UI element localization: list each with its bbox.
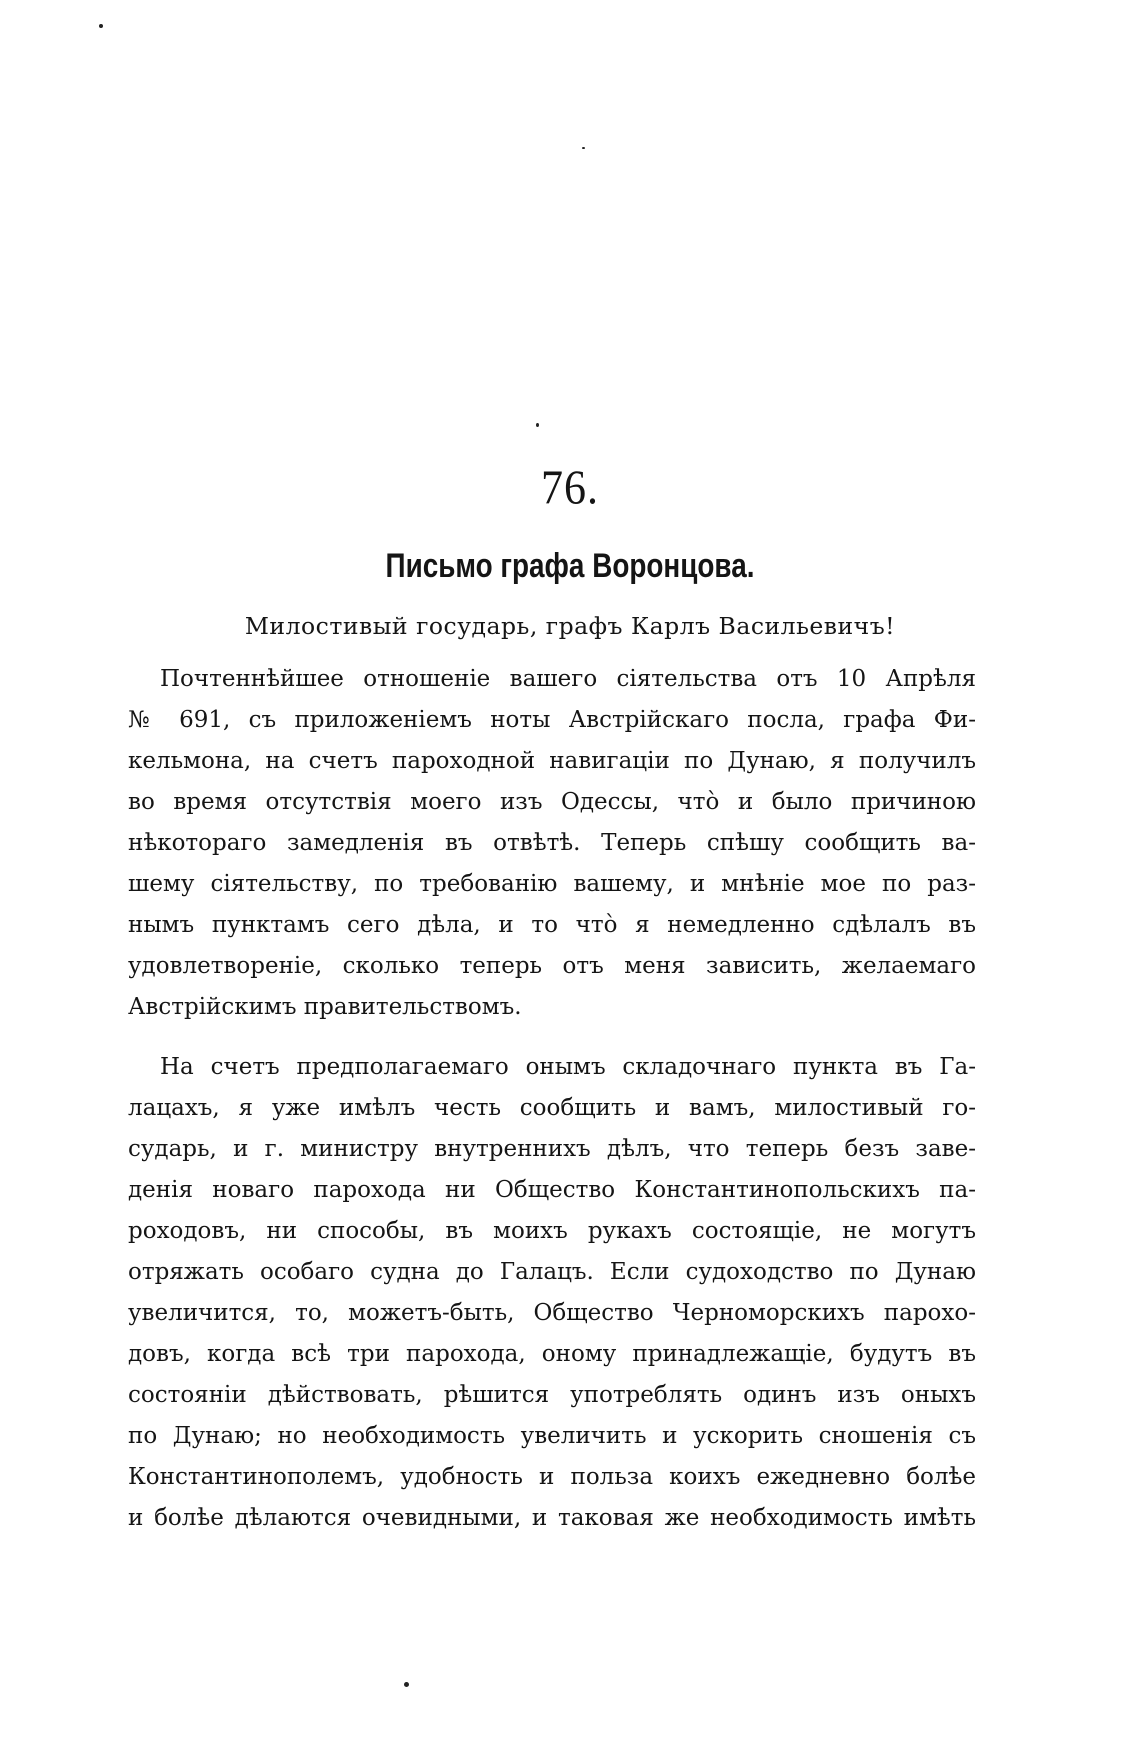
text-line: денія новаго парохода ни Общество Константинопольскихъ па- (128, 1177, 976, 1203)
text-line: Константинополемъ, удобность и польза коихъ ежедневно болѣе (128, 1464, 976, 1490)
text-line: № 691, съ приложеніемъ ноты Австрійскаго посла, графа Фи- (128, 707, 976, 733)
scan-speck (404, 1682, 409, 1687)
text-line: Австрійскимъ правительствомъ. (128, 994, 522, 1020)
text-line: нѣкотораго замедленія въ отвѣтѣ. Теперь спѣшу сообщить ва- (128, 830, 976, 856)
text-line: сударь, и г. министру внутреннихъ дѣлъ, что теперь безъ заве- (128, 1136, 976, 1162)
text-line: лацахъ, я уже имѣлъ честь сообщить и вамъ, милостивый го- (128, 1095, 976, 1121)
text-line: нымъ пунктамъ сего дѣла, и то что̀ я немедленно сдѣлалъ въ (128, 912, 976, 938)
text-line: во время отсутствія моего изъ Одессы, что̀ и было причиною (128, 789, 976, 815)
salutation: Милостивый государь, графъ Карлъ Васильевичъ! (244, 612, 896, 640)
text-line: по Дунаю; но необходимость увеличить и ускорить сношенія съ (128, 1423, 976, 1449)
text-line: шему сіятельству, по требованію вашему, и мнѣніе мое по раз- (128, 871, 976, 897)
text-line: состояніи дѣйствовать, рѣшится употреблять одинъ изъ оныхъ (128, 1382, 976, 1408)
text-line: На счетъ предполагаемаго онымъ складочнаго пункта въ Га- (160, 1054, 976, 1080)
text-line: удовлетвореніе, сколько теперь отъ меня зависить, желаемаго (128, 953, 976, 979)
text-line: отряжать особаго судна до Галацъ. Если судоходство по Дунаю (128, 1259, 976, 1285)
text-line: довъ, когда всѣ три парохода, оному принадлежащіе, будутъ въ (128, 1341, 976, 1367)
text-line: кельмона, на счетъ пароходной навигаціи по Дунаю, я получилъ (128, 748, 976, 774)
scan-speck (536, 423, 539, 427)
scan-speck (99, 24, 103, 28)
document-number: 76. (541, 460, 599, 515)
scan-speck (582, 147, 585, 149)
text-line: и болѣе дѣлаются очевидными, и таковая же необходимость имѣть (128, 1505, 976, 1531)
document-title: Письмо графа Воронцова. (385, 547, 755, 585)
paragraph-1 (128, 659, 976, 1028)
paragraph-2 (128, 1047, 976, 1539)
text-line: увеличится, то, можетъ-быть, Общество Черноморскихъ парохо- (128, 1300, 976, 1326)
text-line: Почтеннѣйшее отношеніе вашего сіятельства отъ 10 Апрѣля (160, 666, 976, 692)
text-line: роходовъ, ни способы, въ моихъ рукахъ состоящіе, не могутъ (128, 1218, 976, 1244)
